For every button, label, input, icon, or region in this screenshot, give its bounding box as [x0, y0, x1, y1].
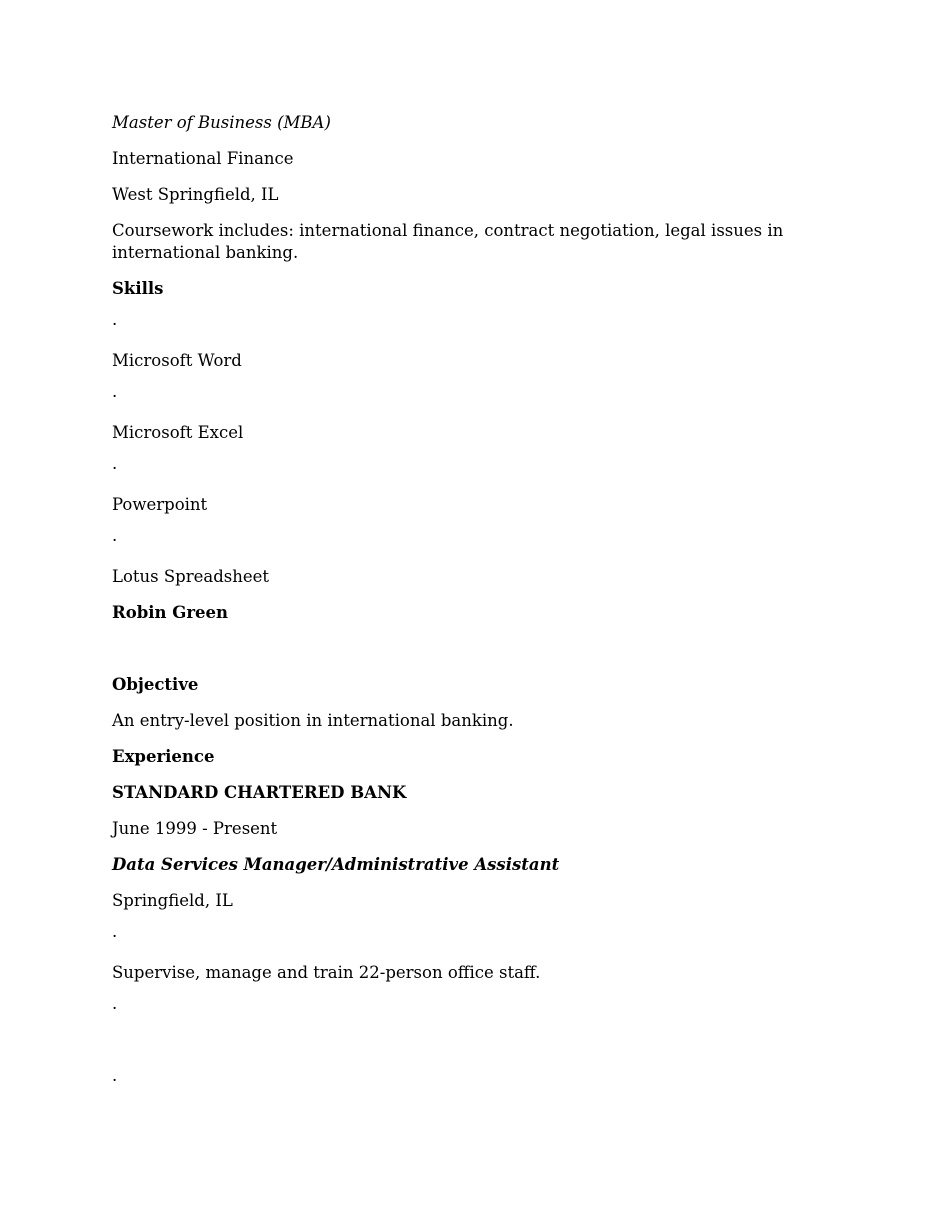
- candidate-name: Robin Green: [112, 603, 229, 622]
- skill-item: Microsoft Excel: [112, 423, 244, 442]
- skills-heading: Skills: [112, 279, 164, 298]
- bullet-icon: ·: [112, 531, 118, 550]
- bullet-icon: ·: [112, 999, 118, 1018]
- employment-dates: June 1999 - Present: [112, 819, 278, 838]
- objective-heading: Objective: [112, 675, 199, 694]
- job-title: Data Services Manager/Administrative Assistant: [112, 855, 560, 874]
- bullet-icon: ·: [112, 315, 118, 334]
- education-field: International Finance: [112, 149, 294, 168]
- objective-text: An entry-level position in international banking.: [112, 711, 514, 730]
- job-location: Springfield, IL: [112, 891, 233, 910]
- education-location: West Springfield, IL: [112, 185, 279, 204]
- skill-item: Microsoft Word: [112, 351, 242, 370]
- bullet-icon: ·: [112, 927, 118, 946]
- duty-item: Supervise, manage and train 22-person office staff.: [112, 963, 541, 982]
- education-degree: Master of Business (MBA): [112, 113, 331, 132]
- bullet-icon: ·: [112, 387, 118, 406]
- skill-item: Powerpoint: [112, 495, 208, 514]
- duty-item: [112, 1034, 792, 1056]
- bullet-icon: ·: [112, 459, 118, 478]
- blank-line: [112, 638, 792, 660]
- employer-name: STANDARD CHARTERED BANK: [112, 783, 407, 802]
- experience-heading: Experience: [112, 747, 215, 766]
- skill-item: Lotus Spreadsheet: [112, 567, 270, 586]
- bullet-icon: ·: [112, 1071, 118, 1090]
- resume-document: [112, 112, 792, 1106]
- education-coursework: Coursework includes: international finance, contract negotiation, legal issues in international banking.: [112, 221, 789, 262]
